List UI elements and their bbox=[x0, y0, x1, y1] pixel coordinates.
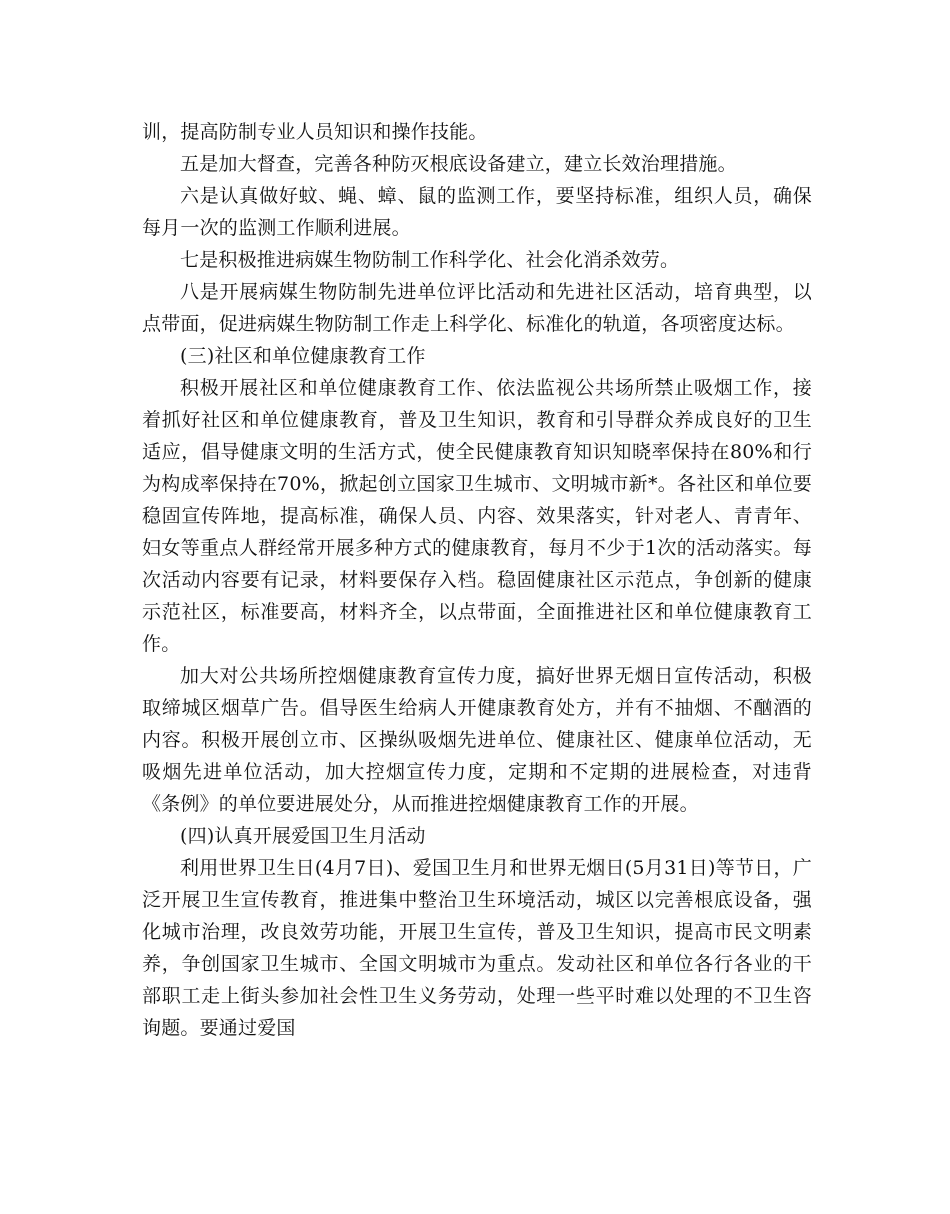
section-heading-3: (三)社区和单位健康教育工作 bbox=[180, 345, 426, 367]
paragraph-8: 利用世界卫生日(4月7日)、爱国卫生月和世界无烟日(5月31日)等节日，广泛开展卫生宣传教育，推进集中整治卫生环境活动，城区以完善根底设备，强化城市治理，改良效劳功能，开展卫生宣传，普及卫生知识，提高市民文明素养，争创国家卫生城市、全国文明城市为重点。发动社区和单位各行各业的干部职工走上街头参加社会性卫生义务劳动，处理一些平时难以处理的不卫生咨询题。要通过爱国 bbox=[142, 857, 812, 1039]
paragraph-1: 训，提高防制专业人员知识和操作技能。 bbox=[142, 121, 488, 143]
paragraph-7: 加大对公共场所控烟健康教育宣传力度，搞好世界无烟日宣传活动，积极取缔城区烟草广告。倡导医生给病人开健康教育处方，并有不抽烟、不酗酒的内容。积极开展创立市、区操纵吸烟先进单位、健康社区、健康单位活动，无吸烟先进单位活动，加大控烟宣传力度，定期和不定期的进展检查，对违背《条例》的单位要进展处分，从而推进控烟健康教育工作的开展。 bbox=[142, 665, 812, 815]
paragraph-2: 五是加大督查，完善各种防灭根底设备建立，建立长效治理措施。 bbox=[180, 153, 737, 175]
paragraph-6: 积极开展社区和单位健康教育工作、依法监视公共场所禁止吸烟工作，接着抓好社区和单位健康教育，普及卫生知识，教育和引导群众养成良好的卫生适应，倡导健康文明的生活方式，使全民健康教育知识知晓率保持在80%和行为构成率保持在70%，掀起创立国家卫生城市、文明城市新*。各社区和单位要稳固宣传阵地，提高标准，确保人员、内容、效果落实，针对老人、青青年、妇女等重点人群经常开展多种方式的健康教育，每月不少于1次的活动落实。每次活动内容要有记录，材料要保存入档。稳固健康社区示范点，争创新的健康示范社区，标准要高，材料齐全，以点带面，全面推进社区和单位健康教育工作。 bbox=[142, 377, 812, 655]
section-heading-4: (四)认真开展爱国卫生月活动 bbox=[180, 825, 426, 847]
document-body bbox=[142, 116, 812, 1044]
paragraph-3: 六是认真做好蚊、蝇、蟑、鼠的监测工作，要坚持标准，组织人员，确保每月一次的监测工作顺利进展。 bbox=[142, 185, 812, 239]
paragraph-4: 七是积极推进病媒生物防制工作科学化、社会化消杀效劳。 bbox=[180, 249, 680, 271]
paragraph-5: 八是开展病媒生物防制先进单位评比活动和先进社区活动，培育典型，以点带面，促进病媒生物防制工作走上科学化、标准化的轨道，各项密度达标。 bbox=[142, 281, 812, 335]
